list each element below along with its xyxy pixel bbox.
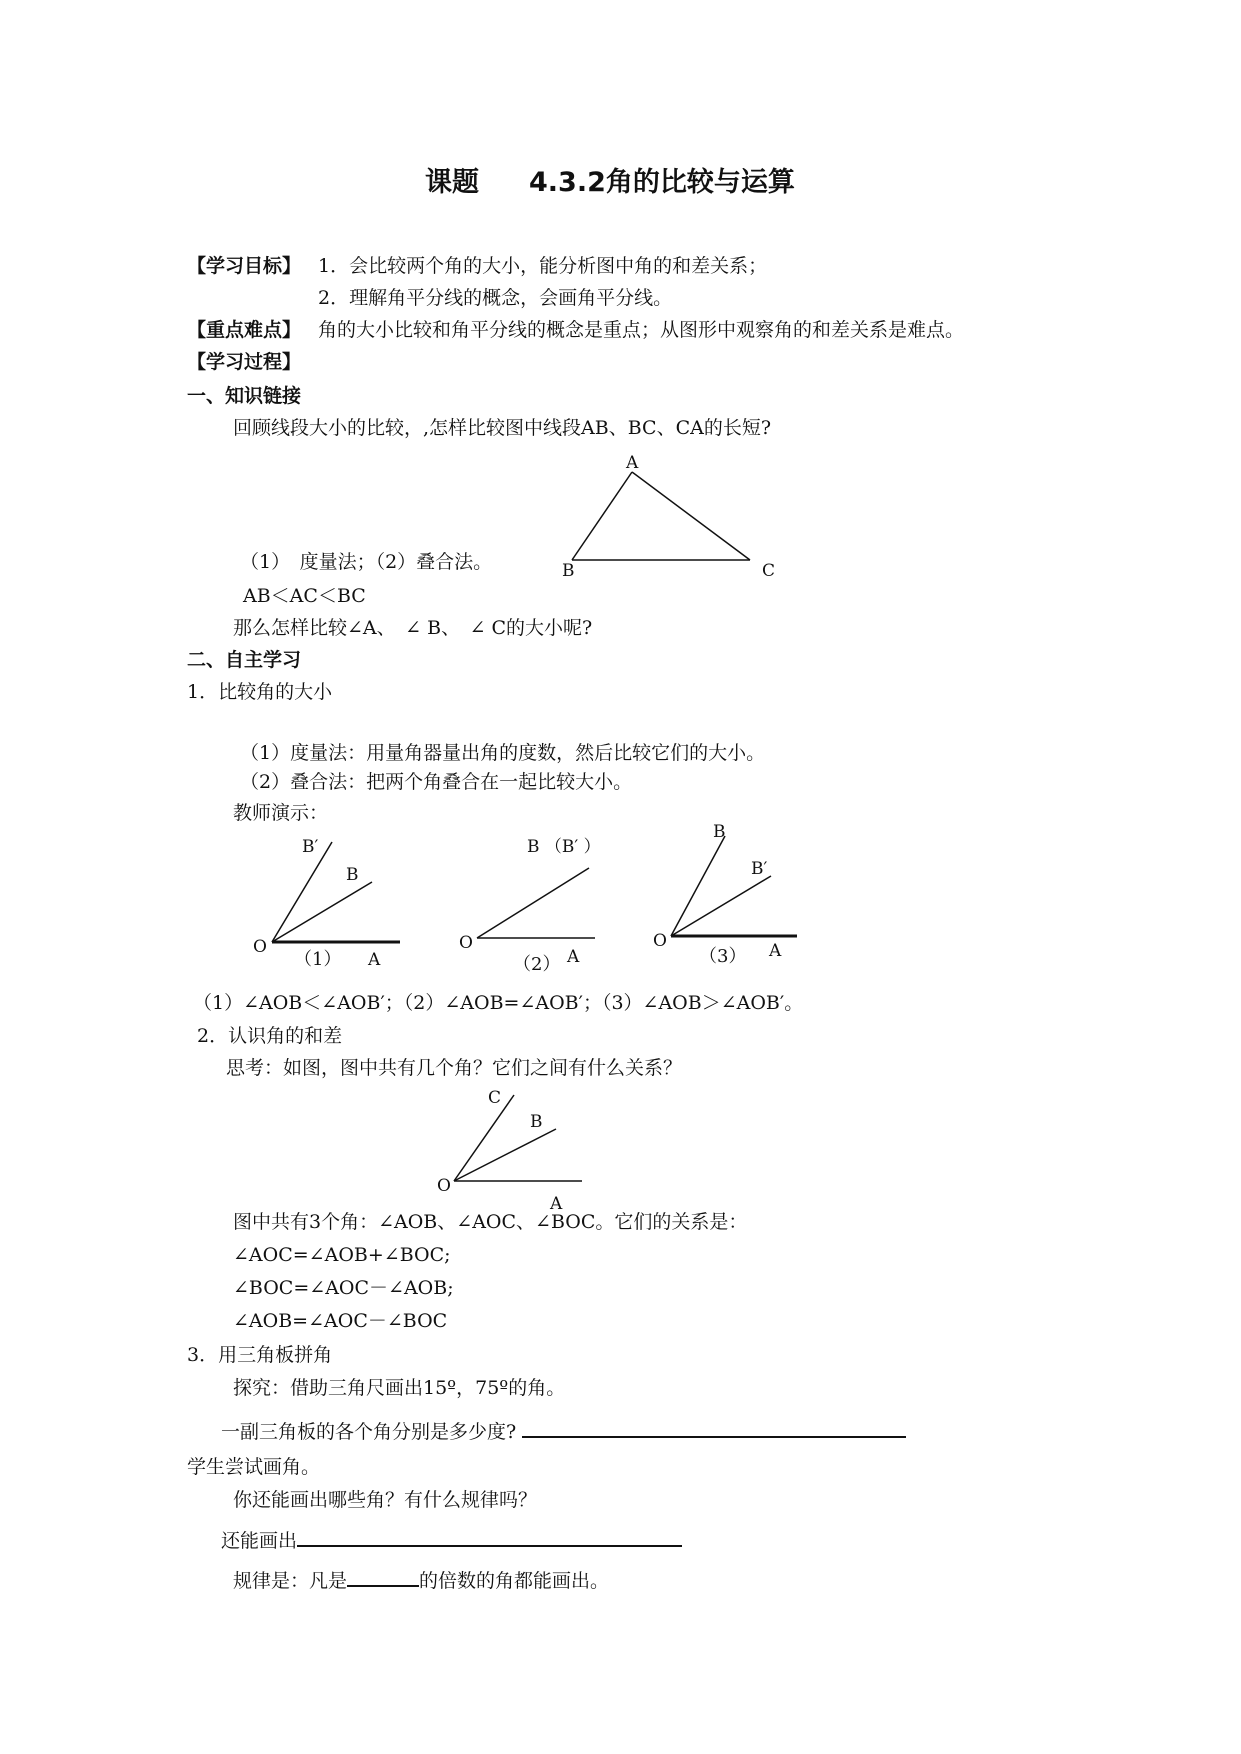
objective-1: 1．会比较两个角的大小，能分析图中角的和差关系； — [318, 255, 768, 277]
section1-heading: 一、知识链接 — [187, 385, 302, 407]
objective-2: 2．理解角平分线的概念，会画角平分线。 — [318, 287, 673, 309]
think-question: 思考：如图，图中共有几个角？它们之间有什么关系？ — [226, 1057, 683, 1079]
key-points-label: 【重点难点】 — [187, 319, 302, 341]
triangle-figure — [550, 453, 780, 586]
triangle-side-ab — [572, 472, 632, 560]
angle-figure-2 — [455, 830, 635, 975]
explore-text: 探究：借助三角尺画出15º，75º的角。 — [233, 1377, 566, 1399]
label-o: O — [459, 933, 473, 953]
label-o: O — [653, 931, 667, 951]
section1-result: AB＜AC＜BC — [243, 585, 366, 607]
page-title: 4.3.2角的比较与运算 — [529, 167, 795, 198]
method-overlap: （2）叠合法：把两个角叠合在一起比较大小。 — [240, 771, 633, 793]
student-try: 学生尝试画角。 — [187, 1456, 321, 1478]
section1-question: 那么怎样比较∠A、 ∠ B、 ∠ C的大小呢? — [233, 617, 593, 639]
rule-prefix: 规律是：凡是 — [233, 1570, 348, 1592]
key-points-text: 角的大小比较和角平分线的概念是重点；从图形中观察角的和差关系是难点。 — [318, 319, 965, 341]
comparison-result: （1）∠AOB＜∠AOB′；（2）∠AOB=∠AOB′；（3）∠AOB＞∠AOB′。 — [193, 992, 804, 1014]
angle-figure-4 — [430, 1085, 600, 1215]
label-a: A — [368, 950, 381, 970]
triangle-label-c: C — [762, 561, 776, 581]
label-o: O — [437, 1176, 451, 1196]
triangle-label-b: B — [562, 561, 575, 581]
can-draw-line — [221, 1527, 682, 1553]
ray-ob — [477, 868, 589, 938]
caption-2: （2） — [513, 954, 561, 975]
label-b: B — [713, 822, 726, 842]
set-question: 一副三角板的各个角分别是多少度? — [221, 1421, 517, 1443]
label-b-prime: B′ — [302, 837, 319, 857]
ray-oc — [454, 1095, 514, 1181]
label-a: A — [769, 941, 782, 961]
section1-review: 回顾线段大小的比较，,怎样比较图中线段AB、BC、CA的长短? — [233, 417, 772, 439]
ray-ob — [454, 1129, 556, 1181]
relation-1: ∠AOC=∠AOB+∠BOC; — [233, 1244, 451, 1266]
label-a: A — [550, 1194, 563, 1214]
ray-ob — [272, 882, 372, 942]
label-b: B — [346, 865, 359, 885]
label-a: A — [567, 947, 580, 967]
ray-ob-prime — [671, 876, 771, 936]
ray-ob-prime — [272, 842, 332, 942]
angle-sum-diff-title: 2．认识角的和差 — [197, 1025, 343, 1047]
ray-ob — [671, 836, 725, 936]
more-angles-question: 你还能画出哪些角？有什么规律吗？ — [233, 1489, 538, 1511]
rule-line — [233, 1567, 609, 1593]
rule-suffix: 的倍数的角都能画出。 — [419, 1570, 610, 1592]
caption-1: （1） — [294, 949, 342, 970]
relation-2: ∠BOC=∠AOC－∠AOB; — [233, 1277, 454, 1299]
compare-angles-title: 1．比较角的大小 — [187, 681, 333, 703]
can-draw-label: 还能画出 — [221, 1530, 298, 1552]
process-label: 【学习过程】 — [187, 351, 302, 373]
triangle-ruler-title: 3．用三角板拼角 — [187, 1344, 333, 1366]
triangle-label-a: A — [626, 453, 639, 473]
answer-blank-more-angles[interactable] — [297, 1527, 682, 1547]
answer-blank-multiple[interactable] — [347, 1567, 419, 1587]
section1-methods: （1） 度量法；（2）叠合法。 — [240, 551, 493, 573]
caption-3: （3） — [699, 946, 747, 967]
page-title-prefix: 课题 — [425, 167, 479, 198]
angle-figure-3 — [645, 822, 815, 972]
label-b: B — [530, 1112, 543, 1132]
label-b-bprime: B （B′ ） — [527, 837, 601, 857]
label-b-prime: B′ — [751, 859, 768, 879]
objectives-label: 【学习目标】 — [187, 255, 302, 277]
label-c: C — [488, 1088, 502, 1108]
triangle-side-ac — [632, 472, 750, 560]
method-measure: （1）度量法：用量角器量出角的度数，然后比较它们的大小。 — [240, 742, 766, 764]
set-question-line — [221, 1418, 906, 1444]
relation-3: ∠AOB=∠AOC－∠BOC — [233, 1310, 448, 1332]
label-o: O — [253, 937, 267, 957]
angle-figure-1 — [250, 830, 410, 970]
teacher-demo: 教师演示： — [233, 802, 329, 824]
section2-heading: 二、自主学习 — [187, 649, 302, 671]
answer-blank-angles[interactable] — [522, 1418, 906, 1438]
angle-count: 图中共有3个角：∠AOB、∠AOC、∠BOC。它们的关系是： — [233, 1211, 748, 1233]
